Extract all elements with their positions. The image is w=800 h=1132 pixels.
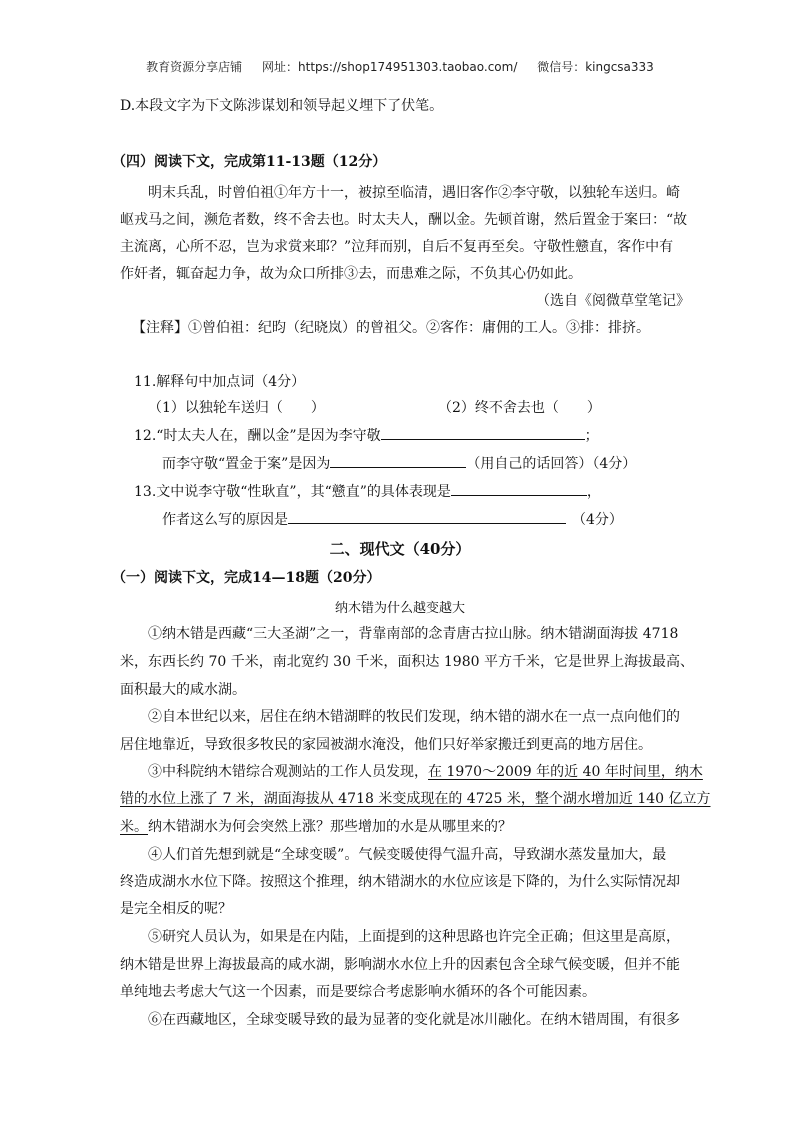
p3-underlined: 错的水位上涨了 7 米，湖面海拔从 4718 米变成现在的 4725 米，整个湖水增加近 140 亿立方 bbox=[120, 791, 711, 807]
answer-blank[interactable] bbox=[451, 481, 587, 496]
question-11-2: （2）终不舍去也（ ） bbox=[438, 400, 601, 416]
paragraph-4: 终造成湖水水位下降。按照这个推理，纳木错湖水的水位应该是下降的，为什么实际情况却 bbox=[120, 874, 680, 890]
paragraph-1: 米，东西长约 70 千米，南北宽约 30 千米，面积达 1980 平方千米，它是世界上海拔最高、 bbox=[120, 654, 694, 670]
q12-b-end: （用自己的话回答）（4分） bbox=[466, 456, 637, 472]
paragraph-3-end bbox=[120, 817, 512, 837]
paragraph-2: 居住地靠近，导致很多牧民的家园被湖水淹没，他们只好举家搬迁到更高的地方居住。 bbox=[120, 737, 652, 753]
question-12-b bbox=[162, 453, 636, 474]
q13-a-end: ， bbox=[586, 484, 601, 500]
passage-source: （选自《阅微草堂笔记》 bbox=[536, 293, 690, 309]
paragraph-6: ⑥在西藏地区，全球变暖导致的最为显著的变化就是冰川融化。在纳木错周围，有很多 bbox=[148, 1012, 680, 1028]
question-11-1: （1）以独轮车送归（ ） bbox=[148, 400, 325, 416]
paragraph-5: 单纯地去考虑大气这一个因素，而是要综合考虑影响水循环的各个可能因素。 bbox=[120, 984, 596, 1000]
passage-line: 主流离，心所不忍，岂为求赏来耶？”泣拜而别，自后不复再至矣。守敬性戆直，客作中有 bbox=[120, 239, 674, 255]
question-13-a bbox=[134, 481, 601, 502]
question-13-b bbox=[162, 509, 623, 530]
paragraph-1: 面积最大的咸水湖。 bbox=[120, 682, 246, 698]
option-d: D.本段文字为下文陈涉谋划和领导起义埋下了伏笔。 bbox=[120, 98, 444, 114]
answer-blank[interactable] bbox=[330, 453, 466, 468]
shop-name: 教育资源分享店铺 bbox=[146, 60, 243, 74]
article-title: 纳木错为什么越变越大 bbox=[334, 601, 465, 616]
section4-title: （四）阅读下文，完成第11-13题（12分） bbox=[112, 154, 387, 170]
answer-blank[interactable] bbox=[381, 425, 585, 440]
paragraph-4: ④人们首先想到就是“全球变暖”。气候变暖使得气温升高，导致湖水蒸发量加大，最 bbox=[148, 847, 667, 863]
p3-intro: ③中科院纳木错综合观测站的工作人员发现， bbox=[148, 764, 428, 780]
q12-a-end: ； bbox=[584, 428, 599, 444]
part2-title: 二、现代文（40分） bbox=[329, 540, 471, 558]
passage-line: 岖戎马之间，濒危者数，终不舍去也。时太夫人，酬以金。先顿首谢，然后置金于案曰：“故 bbox=[120, 212, 688, 228]
paragraph-4: 是完全相反的呢？ bbox=[120, 901, 232, 917]
paragraph-5: ⑤研究人员认为，如果是在内陆，上面提到的这种思路也许完全正确；但这里是高原， bbox=[148, 929, 680, 945]
question-12-a bbox=[134, 425, 599, 446]
q13-b-end: （4分） bbox=[572, 512, 623, 528]
answer-blank[interactable] bbox=[288, 509, 566, 524]
p3-underlined: 在 1970～2009 年的近 40 年时间里，纳木 bbox=[428, 764, 703, 780]
passage-notes: 【注释】①曾伯祖：纪昀（纪晓岚）的曾祖父。②客作：庸佣的工人。③排：排挤。 bbox=[132, 320, 650, 336]
paragraph-5: 纳木错是世界上海拔最高的咸水湖，影响湖水水位上升的因素包含全球气候变暖，但并不能 bbox=[120, 957, 680, 973]
passage-line: 作奸者，辄奋起力争，故为众口所排③去，而患难之际，不负其心仍如此。 bbox=[120, 266, 582, 282]
q13-b-text: 作者这么写的原因是 bbox=[162, 512, 288, 528]
paragraph-3 bbox=[148, 762, 703, 782]
paragraph-1: ①纳木错是西藏“三大圣湖”之一，背靠南部的念青唐古拉山脉。纳木错湖面海拔 4718 bbox=[148, 626, 679, 642]
question-11: 11.解释句中加点词（4分） bbox=[134, 374, 306, 390]
p3-question: 纳木错湖水为何会突然上涨？那些增加的水是从哪里来的？ bbox=[148, 819, 512, 835]
p3-underlined: 米。 bbox=[120, 819, 148, 835]
paragraph-2: ②自本世纪以来，居住在纳木错湖畔的牧民们发现，纳木错的湖水在一点一点向他们的 bbox=[148, 709, 680, 725]
passage-line: 明末兵乱，时曾伯祖①年方十一，被掠至临清，遇旧客作②李守敬，以独轮车送归。崎 bbox=[148, 185, 680, 201]
wechat-id: 微信号：kingcsa333 bbox=[537, 60, 654, 74]
q12-b-text: 而李守敬“置金于案”是因为 bbox=[162, 456, 331, 472]
q12-a-text: 12.“时太夫人在，酬以金”是因为李守敬 bbox=[134, 428, 381, 444]
part2-sub1: （一）阅读下文，完成14—18题（20分） bbox=[112, 570, 381, 586]
q13-a-text: 13.文中说李守敬“性耿直”，其“戆直”的具体表现是 bbox=[134, 484, 451, 500]
page-header bbox=[0, 58, 800, 75]
shop-url: 网址：https://shop174951303.taobao.com/ bbox=[262, 60, 518, 74]
